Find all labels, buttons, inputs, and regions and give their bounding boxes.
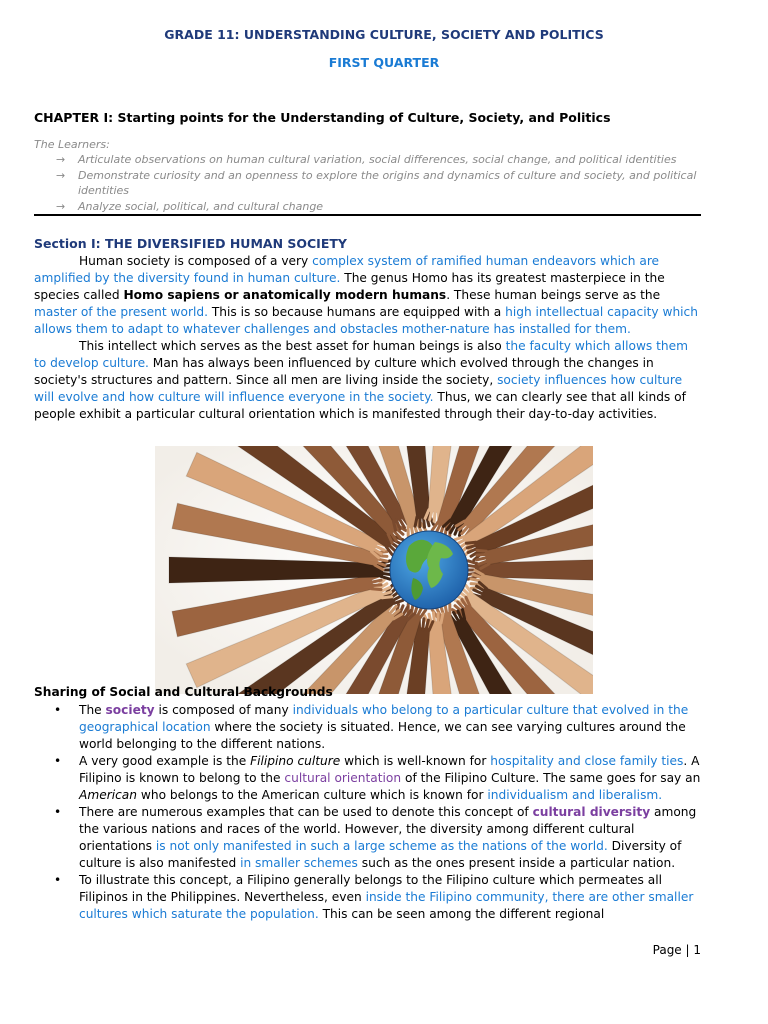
text-run: among the various nations and races of the world. However, the diversity among different cultural orientations [79,805,697,853]
text-run: who belongs to the American culture which is known for [137,788,488,802]
objective-text: Demonstrate curiosity and an openness to explore the origins and dynamics of culture and society, and political identities [78,168,697,197]
paragraph-intellect [34,338,702,423]
arrow-icon: → [56,199,66,213]
document-title: GRADE 11: UNDERSTANDING CULTURE, SOCIETY AND POLITICS [164,27,604,42]
highlight-text: high intellectual capacity which allows them to adapt to whatever challenges and obstacles mother-nature has installed for them. [34,305,698,336]
text-run: such as the ones present inside a particular nation. [357,856,676,870]
objective-text: Analyze social, political, and cultural change [78,199,324,213]
highlight-text: master of the present world. [34,305,208,319]
objective-item [56,199,706,215]
objective-item [56,152,706,168]
bullet-icon: • [54,805,62,819]
text-run: . These human beings serve as the [446,288,661,302]
text-run: Thus, we can clearly see that all kinds of people exhibit a particular cultural orientation which is manifested through their day-to-day activities. [34,390,686,421]
text-run: Human society is composed of a very [79,254,313,268]
objectives-list [56,152,706,214]
sharing-subtitle: Sharing of Social and Cultural Backgrounds [34,685,333,699]
list-item [34,753,702,804]
highlight-text: individuals who belong to a particular culture that evolved in the geographical location [79,703,689,734]
italic-term: Filipino culture [250,754,341,768]
chapter-title: CHAPTER I: Starting points for the Understanding of Culture, Society, and Politics [34,110,611,125]
text-run: Man has always been influenced by culture which evolved through the changes in society's structures and pattern. Since all men are living inside the society, [34,356,654,387]
emphasis-term: cultural diversity [532,805,651,819]
text-run: This intellect which serves as the best asset for human beings is also [79,339,506,353]
highlight-text: is not only manifested in such a large scheme as the nations of the world. [155,839,608,853]
highlight-text: hospitality and close family ties [490,754,684,768]
bullet-icon: • [54,703,62,717]
highlight-text: complex system of ramified human endeavors which are amplified by the diversity found in human culture. [34,254,660,285]
arrow-icon: → [56,153,66,166]
list-item [34,804,702,872]
list-item [34,872,702,923]
bold-term: Homo sapiens or anatomically modern humans [123,288,447,302]
bullet-icon: • [54,873,62,887]
highlight-text: inside the Filipino community, there are other smaller cultures which saturate the population. [79,890,694,921]
text-run: There are numerous examples that can be used to denote this concept of [79,805,533,819]
text-run: The [79,703,106,717]
bullet-icon: • [54,754,62,768]
diversity-hands-image [155,446,593,694]
text-run: To illustrate this concept, a Filipino generally belongs to the Filipino culture which permeates all Filipinos in the Philippines. Nevertheless, even [79,873,663,904]
text-run: This is so because humans are equipped with a [207,305,506,319]
learners-label: The Learners: [34,138,110,151]
text-run: where the society is situated. Hence, we can see varying cultures around the world belonging to the different nations. [79,720,686,751]
highlight-text: the faculty which allows them to develop culture. [34,339,689,370]
text-run: . A Filipino is known to belong to the [79,754,700,785]
highlight-text: in smaller schemes [240,856,358,870]
text-run: A very good example is the [79,754,251,768]
highlight-text: individualism and liberalism. [487,788,663,802]
text-run: This can be seen among the different regional [318,907,605,921]
text-run: The genus Homo has its greatest masterpiece in the species called [34,271,665,302]
quarter-subtitle: FIRST QUARTER [328,55,440,70]
emphasis-term: cultural orientation [284,771,402,785]
arrow-icon: → [56,168,66,182]
section-title: Section I: THE DIVERSIFIED HUMAN SOCIETY [34,236,347,251]
globe-icon [390,531,468,609]
paragraph-human-society [34,253,702,338]
emphasis-term: society [105,703,155,717]
italic-term: American [79,788,137,802]
highlight-text: society influences how culture will evolve and how culture will influence everyone in the society. [34,373,683,404]
hands-icon [155,446,593,694]
bullet-list [34,702,702,923]
text-run: of the Filipino Culture. The same goes for say an [401,771,701,785]
text-run: is composed of many [154,703,293,717]
objective-text: Articulate observations on human cultural variation, social differences, social change, and political identities [78,153,677,166]
page-number: Page | 1 [652,943,701,957]
list-item [34,702,702,753]
objective-item [56,168,706,199]
horizontal-rule [34,214,701,216]
text-run: which is well-known for [340,754,491,768]
text-run: Diversity of culture is also manifested [79,839,682,870]
